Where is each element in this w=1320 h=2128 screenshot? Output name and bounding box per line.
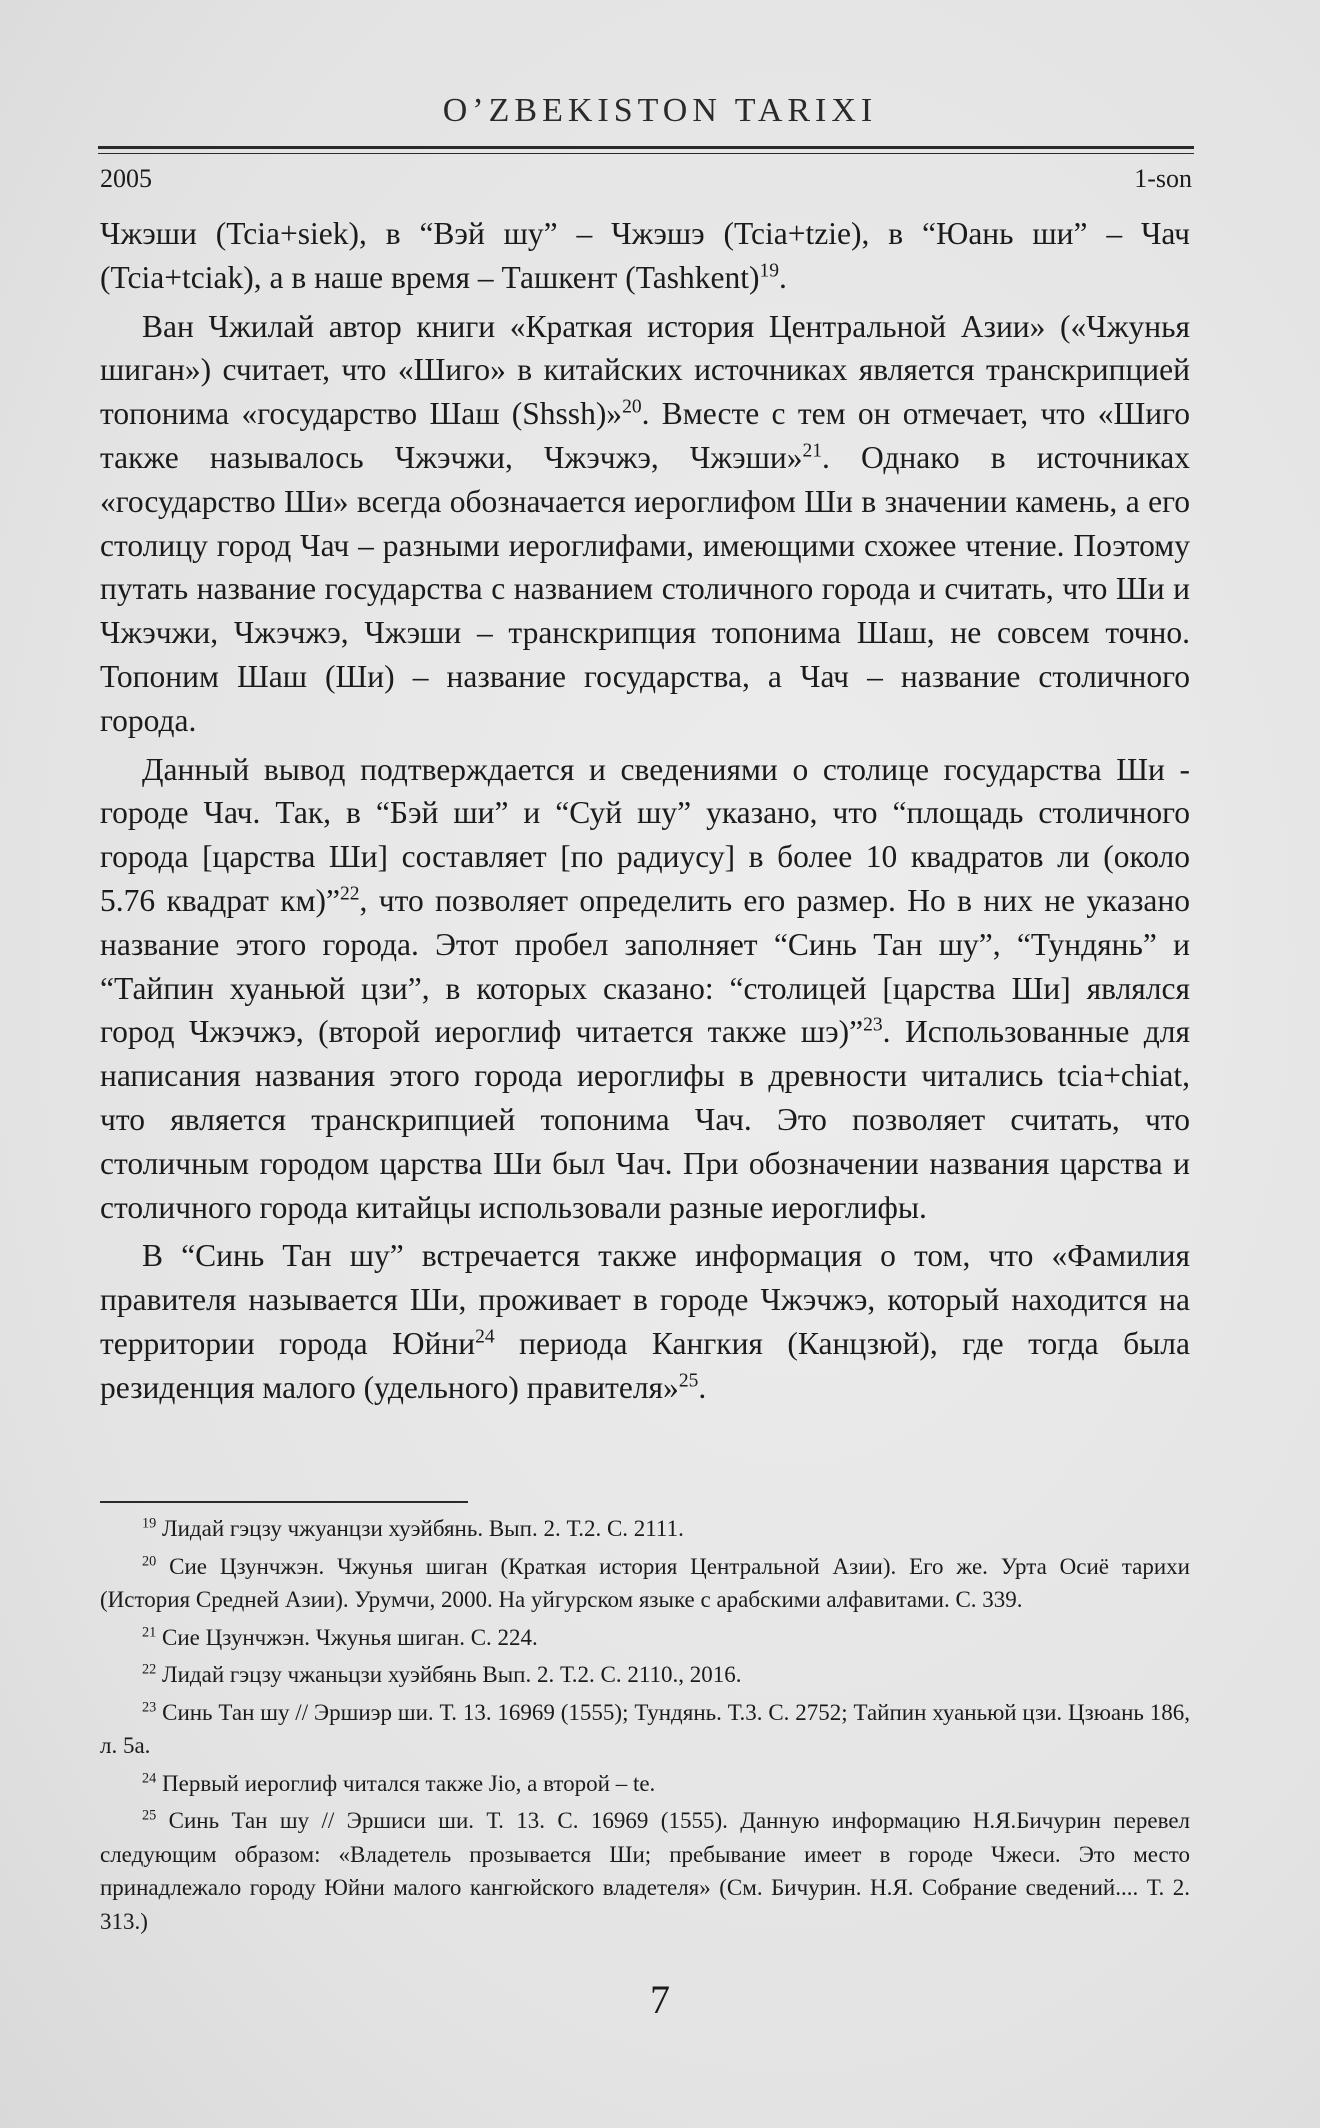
footnote-text: Первый иероглиф читался также Jio, а второй – te. <box>156 1770 656 1796</box>
footnote-reference: 19 <box>759 260 780 282</box>
footnote <box>100 1512 1190 1546</box>
body-paragraph <box>100 305 1190 743</box>
journal-title: O’ZBEKISTON TARIXI <box>442 92 878 129</box>
footnote-number: 20 <box>142 1552 157 1569</box>
footnote-text: Лидай гэцзу чжуанцзи хуэйбянь. Вып. 2. Т.2. С. 2111. <box>156 1516 684 1541</box>
issue-year: 2005 <box>100 164 152 193</box>
footnote <box>100 1804 1190 1938</box>
text-run: Чжэши (Tcia+siek), в “Вэй шу” – Чжэшэ (Tcia+tzie), в “Юань ши” – Чач (Tcia+tciak), а в наше время – Ташкент (Tashkent) <box>100 216 1190 295</box>
text-run: Ван Чжилай автор книги «Краткая история Центральной Азии» («Чжунья шиган») считает, что «Шиго» в китайских источниках является транскрипцией топонима «государство Шаш (Shssh)» <box>100 308 1190 432</box>
issue-number: 1-son <box>1134 164 1192 193</box>
footnote-number: 24 <box>142 1769 157 1786</box>
footnote <box>100 1621 1190 1655</box>
footnote-text: Синь Тан шу // Эршиэр ши. Т. 13. 16969 (1555); Тундянь. Т.3. С. 2752; Тайпин хуаньюй цзи. Цзюань 186, л. 5а. <box>100 1699 1190 1758</box>
footnote-number: 21 <box>142 1623 157 1640</box>
footnote-text: Лидай гэцзу чжаньцзи хуэйбянь Вып. 2. Т.2. С. 2110., 2016. <box>156 1662 742 1687</box>
header-rule-thick <box>98 146 1194 149</box>
footnote-number: 25 <box>142 1807 157 1824</box>
body-text <box>100 212 1190 1415</box>
body-paragraph <box>100 212 1190 300</box>
text-run: . Однако в источниках «государство Ши» всегда обозначается иероглифом Ши в значении камень, а его столицу город Чач – разными иероглифами, имеющими схожее чтение. Поэтому путать название государства с названием столичного города и считать, что Ши и Чжэчжи, Чжэчжэ, Чжэши – транскрипция топонима Шаш, не совсем точно. Топоним Шаш (Ши) – название государства, а Чач – название столичного города. <box>100 439 1191 738</box>
body-paragraph <box>100 748 1190 1230</box>
text-run: . Использованные для написания названия этого города иероглифы в древности читались tcia+chiat, что является транскрипцией топонима Чач. Это позволяет считать, что столичным городом царства Ши был Чач. При обозначении названия царства и столичного города китайцы использовали разные иероглифы. <box>100 1014 1190 1225</box>
footnote <box>100 1767 1190 1801</box>
text-run: Данный вывод подтверждается и сведениями о столице государства Ши - городе Чач. Так, в “Бэй ши” и “Суй шу” указано, что “площадь столичного города [царства Ши] составляет [по радиусу] в более 10 квадратов ли (около 5.76 квадрат км)” <box>100 751 1190 918</box>
text-run: . <box>698 1369 707 1405</box>
footnote-number: 23 <box>142 1698 157 1715</box>
footnote <box>100 1658 1190 1692</box>
footnote-text: Сие Цзунчжэн. Чжунья шиган (Краткая история Центральной Азии). Его же. Урта Осиё тарихи (История Средней Азии). Урумчи, 2000. На уйгурском языке с арабскими алфавитами. С. 339. <box>100 1553 1190 1612</box>
footnote-text: Сие Цзунчжэн. Чжунья шиган. С. 224. <box>156 1624 538 1650</box>
text-run: . <box>779 259 787 295</box>
footnote-reference: 23 <box>863 1014 883 1036</box>
footnote-text: Синь Тан шу // Эршиси ши. Т. 13. С. 16969 (1555). Данную информацию Н.Я.Бичурин перевел следующим образом: «Владетель прозывается Ши; пребывание имеет в городе Чжеси. Это место принадлежало городу Юйни малого кангюйского владетеля» (См. Бичурин. Н.Я. Собрание сведений.... Т. 2. 313.) <box>100 1808 1190 1934</box>
text-run: , что позволяет определить его размер. Но в них не указано название этого города. Этот пробел заполняет “Синь Тан шу”, “Тундянь” и “Тайпин хуаньюй цзи”, в которых сказано: “столицей [царства Ши] являлся город Чжэчжэ, (второй иероглиф читается также шэ)” <box>100 882 1190 1050</box>
header-rule-thin <box>98 153 1194 154</box>
footnote-number: 19 <box>142 1515 157 1532</box>
footnote-reference: 21 <box>802 440 822 462</box>
footnote-number: 22 <box>142 1661 157 1678</box>
text-run: В “Синь Тан шу” встречается также информация о том, что «Фамилия правителя называется Ши, проживает в городе Чжэчжэ, который находится на территории города Юйни <box>100 1238 1190 1361</box>
footnotes <box>100 1512 1190 1942</box>
footnote-rule <box>100 1501 468 1503</box>
footnote-reference: 22 <box>340 883 360 905</box>
footnote <box>100 1696 1190 1763</box>
text-run: . Вместе с тем он отмечает, что «Шиго также называлось Чжэчжи, Чжэчжэ, Чжэши» <box>100 396 1190 475</box>
body-paragraph <box>100 1234 1190 1409</box>
footnote-reference: 20 <box>622 396 642 418</box>
footnote-reference: 24 <box>475 1326 495 1348</box>
footnote-reference: 25 <box>678 1370 699 1392</box>
text-run: периода Кангкия (Канцзюй), где тогда была резиденция малого (удельного) правителя» <box>100 1325 1190 1405</box>
footnote <box>100 1550 1190 1617</box>
page-number: 7 <box>650 1977 670 2022</box>
